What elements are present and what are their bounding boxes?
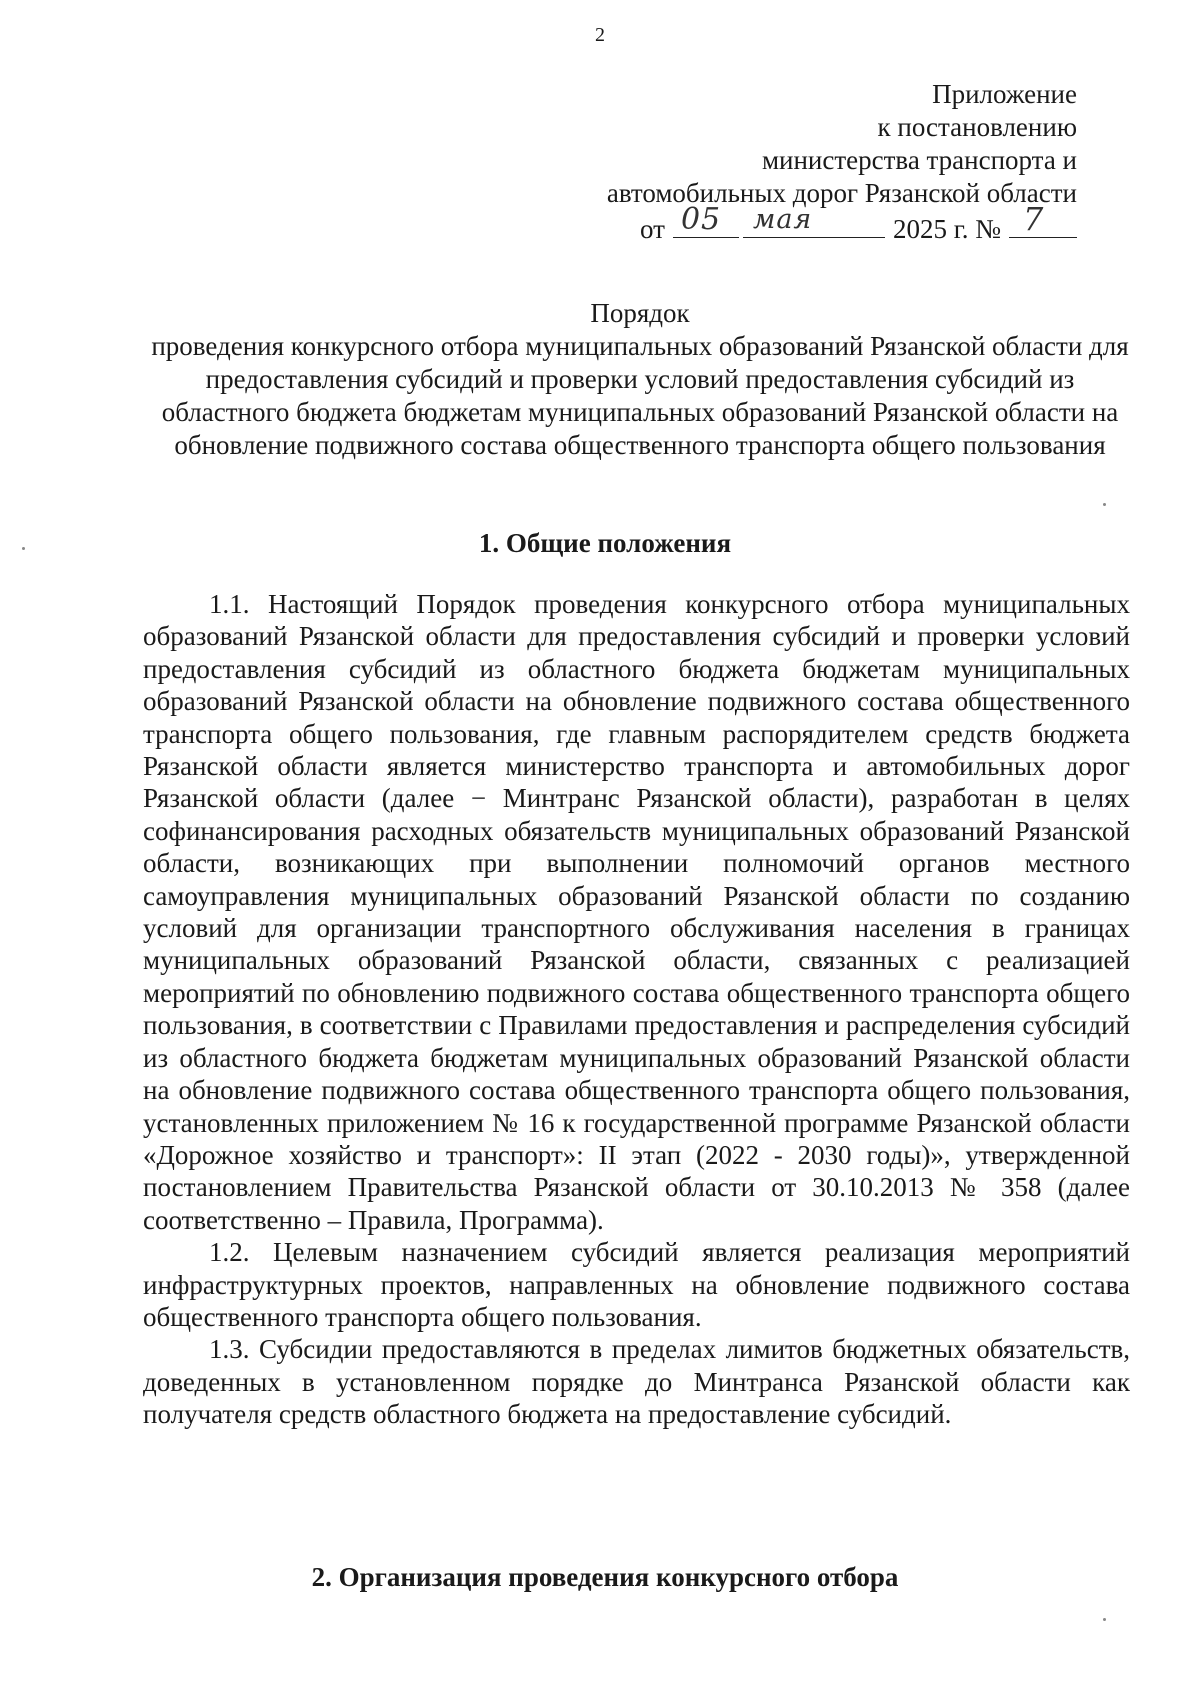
- doc-number-blank: [1009, 200, 1077, 238]
- doc-number-handwritten: 7: [1023, 200, 1045, 238]
- scan-speck: [22, 547, 25, 550]
- document-title: [150, 297, 1130, 462]
- paragraph-1-1: 1.1. Настоящий Порядок проведения конкурсного отбора муниципальных образований Рязанской области для предоставления субсидий и проверки условий предоставления субсидий из областного бюджета бюджетам муниципальных образований Рязанской области на обновление подвижного состава общественного транспорта общего пользования, где главным распорядителем средств бюджета Рязанской области является министерство транспорта и автомобильных дорог Рязанской области (далее − Минтранс Рязанской области), разработан в целях софинансирования расходных обязательств муниципальных образований Рязанской области, возникающих при выполнении полномочий органов местного самоуправления муниципальных образований Рязанской области по созданию условий для организации транспортного обслуживания населения в границах муниципальных образований Рязанской области, связанных с реализацией мероприятий по обновлению подвижного состава общественного транспорта общего пользования, в соответствии с Правилами предоставления и распределения субсидий из областного бюджета бюджетам муниципальных образований Рязанской области на обновление подвижного состава общественного транспорта общего пользования, установленных приложением № 16 к государственной программе Рязанской области «Дорожное хозяйство и транспорт»: II этап (2022 - 2030 годы)», утвержденной постановлением Правительства Рязанской области от 30.10.2013 № 358 (далее соответственно – Правила, Программа).: [143, 589, 1130, 1235]
- date-day-handwritten: 05: [680, 202, 722, 237]
- appendix-line-4: автомобильных дорог Рязанской области: [606, 178, 1077, 208]
- title-main: Порядок: [590, 298, 690, 328]
- page-number: 2: [595, 24, 605, 46]
- section-1-body: [143, 588, 1130, 1431]
- date-month-blank: [743, 204, 885, 238]
- paragraph-1-3: 1.3. Субсидии предоставляются в пределах лимитов бюджетных обязательств, доведенных в установленном порядке до Минтранса Рязанской области как получателя средств областного бюджета на предоставление субсидий.: [143, 1334, 1130, 1430]
- appendix-label: Приложение: [932, 79, 1077, 109]
- paragraph-1-2: 1.2. Целевым назначением субсидий является реализация мероприятий инфраструктурных проектов, направленных на обновление подвижного состава общественного транспорта общего пользования.: [143, 1237, 1130, 1332]
- scan-speck: [1103, 1618, 1106, 1621]
- scan-speck: [1103, 503, 1106, 506]
- appendix-block: [607, 78, 1077, 246]
- date-month-handwritten: мая: [752, 204, 813, 235]
- section-1-heading: 1. Общие положения: [478, 528, 732, 558]
- date-day-blank: [673, 202, 739, 238]
- appendix-line-2: к постановлению: [877, 112, 1077, 142]
- date-prefix: от: [640, 214, 665, 244]
- section-2-heading: 2. Организация проведения конкурсного отбора: [311, 1562, 899, 1592]
- appendix-date-line: [607, 200, 1077, 246]
- date-year: 2025 г. №: [892, 214, 1001, 244]
- title-subtitle: проведения конкурсного отбора муниципальных образований Рязанской области для предоставления субсидий и проверки условий предоставления субсидий из областного бюджета бюджетам муниципальных образований Рязанской области на обновление подвижного состава общественного транспорта общего пользования: [151, 331, 1129, 460]
- appendix-line-3: министерства транспорта и: [761, 145, 1077, 175]
